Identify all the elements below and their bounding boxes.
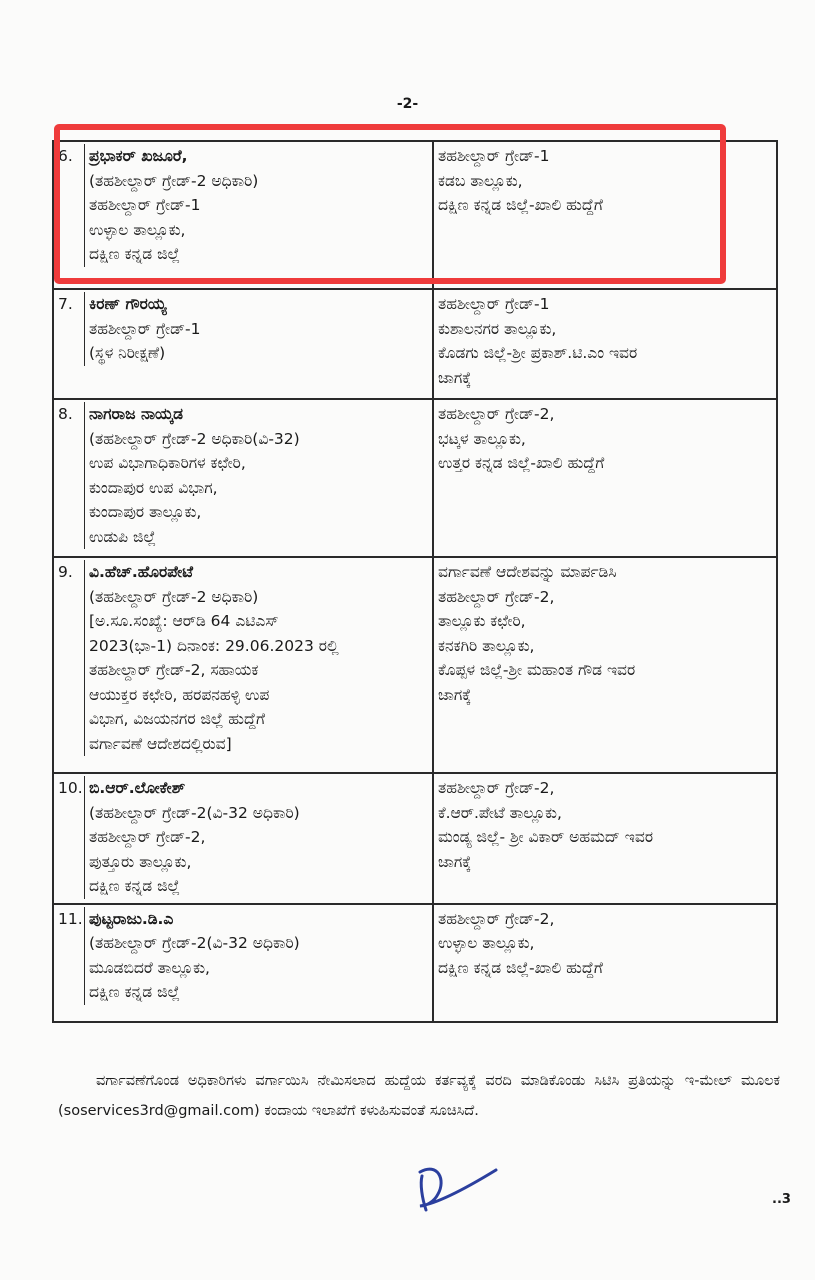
serial-number: 11. <box>58 909 83 928</box>
officer-name: ವಿ.ಹೆಚ್.ಹೊರಪೇಟೆ <box>89 563 193 581</box>
posting-line: ತಹಶೀಲ್ದಾರ್ ಗ್ರೇಡ್-2, <box>438 587 555 606</box>
serial-number: 6. <box>58 147 73 165</box>
serial-number: 10. <box>58 779 83 797</box>
posting-cell <box>433 289 777 399</box>
highlight-box <box>54 124 726 284</box>
signature-image <box>400 1150 510 1224</box>
officer-detail-line: (ತಹಶೀಲ್ದಾರ್ ಗ್ರೇಡ್-2 ಅಧಿಕಾರಿ) <box>89 587 259 606</box>
table-row <box>53 904 777 1022</box>
officer-detail-line: ವಿಭಾಗ, ವಿಜಯನಗರ ಜಿಲ್ಲೆ ಹುದ್ದೆಗೆ <box>89 710 266 728</box>
officer-detail-line: (ತಹಶೀಲ್ದಾರ್ ಗ್ರೇಡ್-2 ಅಧಿಕಾರಿ) <box>89 171 259 190</box>
posting-line: ತಹಶೀಲ್ದಾರ್ ಗ್ರೇಡ್-1 <box>438 147 550 165</box>
officer-details-cell <box>53 289 433 399</box>
posting-line: ಜಾಗಕ್ಕೆ <box>438 852 472 871</box>
next-page-marker: ..3 <box>772 1192 791 1207</box>
posting-line: ಕೊಪ್ಪಳ ಜಿಲ್ಲೆ-ಶ್ರೀ ಮಹಾಂತ ಗೌಡ ಇವರ <box>438 661 636 679</box>
officer-detail-line: ಕುಂದಾಪುರ ತಾಲ್ಲೂಕು, <box>89 503 202 521</box>
posting-line: ಕುಶಾಲನಗರ ತಾಲ್ಲೂಕು, <box>438 319 557 338</box>
posting-line: ತಾಲ್ಲೂಕು ಕಛೇರಿ, <box>438 612 526 630</box>
officer-detail-line: ತಹಶೀಲ್ದಾರ್ ಗ್ರೇಡ್-1 <box>89 196 201 214</box>
officer-detail-line: (ತಹಶೀಲ್ದಾರ್ ಗ್ರೇಡ್-2 ಅಧಿಕಾರಿ(ವಿ-32) <box>89 429 300 448</box>
officer-detail-line: ವರ್ಗಾವಣೆ ಆದೇಶದಲ್ಲಿರುವ] <box>89 734 232 753</box>
officer-detail-line: ಆಯುಕ್ತರ ಕಛೇರಿ, ಹರಪನಹಳ್ಳಿ ಉಪ <box>89 685 270 704</box>
officer-detail-line: ಉಳ್ಳಾಲ ತಾಲ್ಲೂಕು, <box>89 220 186 239</box>
posting-line: ವರ್ಗಾವಣೆ ಆದೇಶವನ್ನು ಮಾರ್ಪಡಿಸಿ <box>438 563 617 581</box>
posting-cell <box>433 399 777 557</box>
officer-detail-line: ಪುತ್ತೂರು ತಾಲ್ಲೂಕು, <box>89 852 192 871</box>
serial-number: 9. <box>58 563 73 581</box>
footer-instruction: ವರ್ಗಾವಣೆಗೊಂಡ ಅಧಿಕಾರಿಗಳು ವರ್ಗಾಯಿಸಿ ನೇಮಿಸಲಾದ ಹುದ್ದೆಯ ಕರ್ತವ್ಯಕ್ಕೆ ವರದಿ ಮಾಡಿಕೊಂಡು ಸಿಟಿಸಿ ಪ್ರತಿಯನ್ನು ಇ-ಮೇಲ್ ಮೂಲಕ (soservices3rd@gmail.com) ಕಂದಾಯ ಇಲಾಖೆಗೆ ಕಳುಹಿಸುವಂತೆ ಸೂಚಿಸಿದೆ. <box>58 1073 780 1119</box>
officer-detail-line: [ಅ.ಸೂ.ಸಂಖ್ಯೆ: ಆರ್‌ಡಿ 64 ಎಟಿಎಸ್ <box>89 612 279 630</box>
posting-line: ಮಂಡ್ಯ ಜಿಲ್ಲೆ- ಶ್ರೀ ವಿಕಾರ್ ಅಹಮದ್ ಇವರ <box>438 828 654 846</box>
officer-name: ಪ್ರಭಾಕರ್ ಖಜೂರೆ, <box>89 147 188 165</box>
posting-line: ತಹಶೀಲ್ದಾರ್ ಗ್ರೇಡ್-2, <box>438 909 555 928</box>
officer-details-cell <box>53 904 433 1022</box>
posting-line: ದಕ್ಷಿಣ ಕನ್ನಡ ಜಿಲ್ಲೆ-ಖಾಲಿ ಹುದ್ದೆಗೆ <box>438 958 603 977</box>
posting-line: ಕಡಬ ತಾಲ್ಲೂಕು, <box>438 171 523 190</box>
table-row <box>53 289 777 399</box>
posting-cell <box>433 557 777 773</box>
officer-details-cell <box>53 399 433 557</box>
officer-detail-line: (ಸ್ಥಳ ನಿರೀಕ್ಷಣೆ) <box>89 344 166 362</box>
officer-detail-line: ತಹಶೀಲ್ದಾರ್ ಗ್ರೇಡ್-2, ಸಹಾಯಕ <box>89 661 259 679</box>
officer-detail-line: ಉಡುಪಿ ಜಿಲ್ಲೆ <box>89 527 156 546</box>
posting-cell <box>433 773 777 904</box>
officer-name: ನಾಗರಾಜ ನಾಯ್ಕಡ <box>89 405 183 423</box>
serial-number: 7. <box>58 295 73 313</box>
officer-detail-line: (ತಹಶೀಲ್ದಾರ್ ಗ್ರೇಡ್-2(ವಿ-32 ಅಧಿಕಾರಿ) <box>89 934 300 952</box>
posting-line: ತಹಶೀಲ್ದಾರ್ ಗ್ರೇಡ್-2, <box>438 779 555 797</box>
posting-line: ಉತ್ತರ ಕನ್ನಡ ಜಿಲ್ಲೆ-ಖಾಲಿ ಹುದ್ದೆಗೆ <box>438 454 605 472</box>
table-row <box>53 773 777 904</box>
officer-detail-line: ದಕ್ಷಿಣ ಕನ್ನಡ ಜಿಲ್ಲೆ <box>89 245 180 263</box>
table-row <box>53 399 777 557</box>
officer-detail-line: 2023(ಭಾ-1) ದಿನಾಂಕ: 29.06.2023 ರಲ್ಲಿ <box>89 636 339 655</box>
posting-line: ಉಳ್ಳಾಲ ತಾಲ್ಲೂಕು, <box>438 934 535 952</box>
officer-details-cell <box>53 557 433 773</box>
officer-detail-line: ದಕ್ಷಿಣ ಕನ್ನಡ ಜಿಲ್ಲೆ <box>89 877 180 895</box>
posting-line: ಜಾಗಕ್ಕೆ <box>438 685 472 704</box>
serial-number: 8. <box>58 405 73 423</box>
table-row <box>53 557 777 773</box>
posting-line: ಕೊಡಗು ಜಿಲ್ಲೆ-ಶ್ರೀ ಪ್ರಕಾಶ್.ಟಿ.ಎಂ ಇವರ <box>438 344 638 362</box>
posting-line: ತಹಶೀಲ್ದಾರ್ ಗ್ರೇಡ್-1 <box>438 295 550 313</box>
officer-detail-line: ತಹಶೀಲ್ದಾರ್ ಗ್ರೇಡ್-1 <box>89 319 201 338</box>
posting-cell <box>433 904 777 1022</box>
officer-name: ಬಿ.ಆರ್.ಲೋಕೇಶ್ <box>89 779 186 797</box>
posting-line: ತಹಶೀಲ್ದಾರ್ ಗ್ರೇಡ್-2, <box>438 405 555 423</box>
officer-details-cell <box>53 773 433 904</box>
posting-line: ಭಟ್ಕಳ ತಾಲ್ಲೂಕು, <box>438 429 526 448</box>
officer-detail-line: ಉಪ ವಿಭಾಗಾಧಿಕಾರಿಗಳ ಕಛೇರಿ, <box>89 454 246 472</box>
officer-detail-line: ತಹಶೀಲ್ದಾರ್ ಗ್ರೇಡ್-2, <box>89 828 206 846</box>
officer-detail-line: (ತಹಶೀಲ್ದಾರ್ ಗ್ರೇಡ್-2(ವಿ-32 ಅಧಿಕಾರಿ) <box>89 803 300 822</box>
officer-detail-line: ಕುಂದಾಪುರ ಉಪ ವಿಭಾಗ, <box>89 478 218 497</box>
officer-detail-line: ಮೂಡಬಿದರೆ ತಾಲ್ಲೂಕು, <box>89 958 210 977</box>
posting-line: ಜಾಗಕ್ಕೆ <box>438 368 472 387</box>
officer-name: ಪುಟ್ಟರಾಜು.ಡಿ.ಎ <box>89 909 174 928</box>
page-number: -2- <box>396 96 419 112</box>
posting-line: ಕೆ.ಆರ್.ಪೇಟೆ ತಾಲ್ಲೂಕು, <box>438 803 562 822</box>
posting-line: ದಕ್ಷಿಣ ಕನ್ನಡ ಜಿಲ್ಲೆ-ಖಾಲಿ ಹುದ್ದೆಗೆ <box>438 196 603 214</box>
posting-line: ಕನಕಗಿರಿ ತಾಲ್ಲೂಕು, <box>438 636 535 655</box>
officer-detail-line: ದಕ್ಷಿಣ ಕನ್ನಡ ಜಿಲ್ಲೆ <box>89 983 180 1001</box>
officer-name: ಕಿರಣ್ ಗೌರಯ್ಯ <box>89 295 167 313</box>
